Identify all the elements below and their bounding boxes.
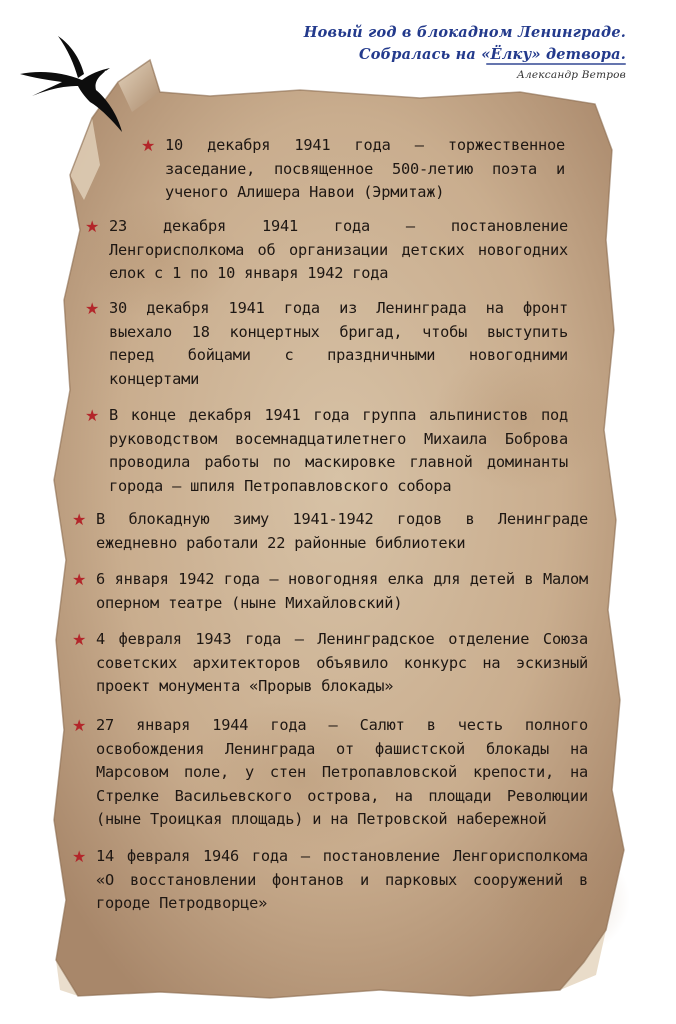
list-item-text: 23 декабря 1941 года – постановление Ленгорисполкома об организации детских новогодних елок с 1 по 10 января 1942 года <box>109 217 568 282</box>
quote-line-1: Новый год в блокадном Ленинграде. <box>303 24 626 41</box>
quote-line-2: Собралась на «Ёлку» детвора. <box>358 46 626 63</box>
list-item <box>85 297 568 391</box>
list-item <box>85 404 568 498</box>
red-star-icon: ★ <box>85 406 100 425</box>
red-star-icon: ★ <box>72 510 87 529</box>
list-item-text: 14 февраля 1946 года – постановление Ленгорисполкома «О восстановлении фонтанов и парковых сооружений в городе Петродворце» <box>96 847 588 912</box>
list-item <box>72 508 588 555</box>
list-item-text: 27 января 1944 года – Салют в честь полного освобождения Ленинграда от фашистской блокады на Марсовом поле, у стен Петропавловской крепости, на Стрелке Васильевского острова, на площади Революции (ныне Троицкая площадь) и на Петровской набережной <box>96 716 588 828</box>
list-item <box>72 714 588 832</box>
list-item <box>72 845 588 916</box>
list-item <box>85 215 568 286</box>
red-star-icon: ★ <box>85 299 100 318</box>
red-star-icon: ★ <box>85 217 100 236</box>
list-item-text: 10 декабря 1941 года – торжественное заседание, посвященное 500-летию поэта и ученого Алишера Навои (Эрмитаж) <box>165 136 565 201</box>
list-item-text: 30 декабря 1941 года из Ленинграда на фронт выехало 18 концертных бригад, чтобы выступить перед бойцами с праздничными новогодними концертами <box>109 299 568 388</box>
red-star-icon: ★ <box>72 570 87 589</box>
list-item-text: В конце декабря 1941 года группа альпинистов под руководством восемнадцатилетнего Михаила Боброва проводила работы по маскировке главной доминанты города – шпиля Петропавловского собора <box>109 406 568 495</box>
red-star-icon: ★ <box>72 847 87 866</box>
list-item <box>141 134 565 205</box>
red-star-icon: ★ <box>72 716 87 735</box>
red-star-icon: ★ <box>141 136 156 155</box>
list-item-text: 4 февраля 1943 года – Ленинградское отделение Союза советских архитекторов объявило конкурс на эскизный проект монумента «Прорыв блокады» <box>96 630 588 695</box>
red-star-icon: ★ <box>72 630 87 649</box>
list-item <box>72 628 588 699</box>
list-item <box>72 568 588 615</box>
quote-author: Александр Ветров <box>516 69 626 81</box>
list-item-text: В блокадную зиму 1941-1942 годов в Ленинграде ежедневно работали 22 районные библиотеки <box>96 510 588 552</box>
list-item-text: 6 января 1942 года – новогодняя елка для детей в Малом оперном театре (ныне Михайловский) <box>96 570 588 612</box>
